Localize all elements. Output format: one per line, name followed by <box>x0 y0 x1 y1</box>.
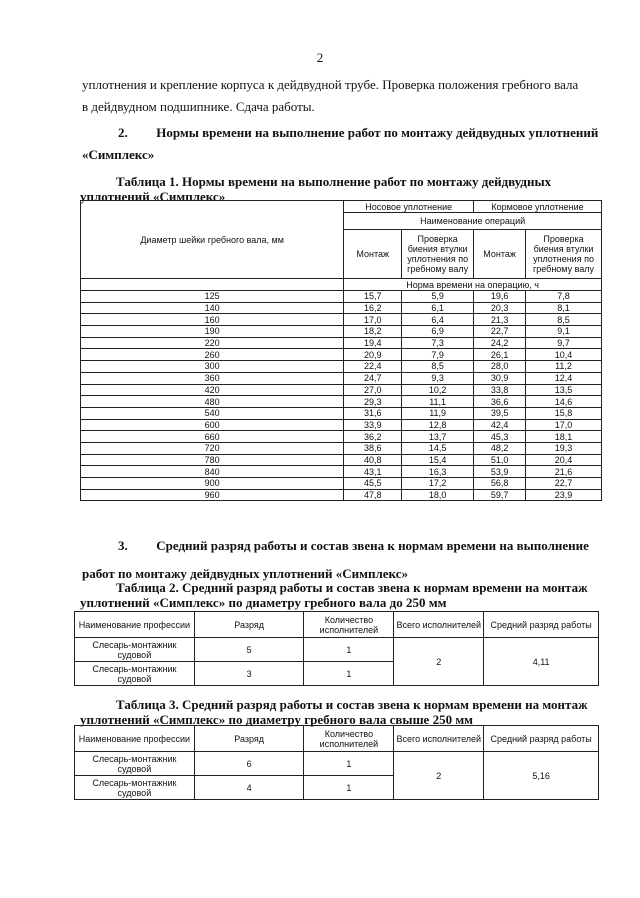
t2-row2-grade: 3 <box>194 662 304 686</box>
table-row <box>81 384 602 396</box>
table-row <box>81 349 602 361</box>
diameter-cell: 300 <box>81 361 344 373</box>
table-row <box>81 314 602 326</box>
mount-bow-cell: 31,6 <box>344 407 402 419</box>
mount-stern-cell: 36,6 <box>474 396 526 408</box>
mount-bow-cell: 24,7 <box>344 372 402 384</box>
section-2-line-2: «Симплекс» <box>82 147 155 162</box>
mount-stern-cell: 42,4 <box>474 419 526 431</box>
header-check-bow: Проверка биения втулки уплотнения по гребному валу <box>402 230 474 279</box>
mount-stern-cell: 28,0 <box>474 361 526 373</box>
mount-stern-cell: 21,3 <box>474 314 526 326</box>
check-bow-cell: 6,4 <box>402 314 474 326</box>
diameter-cell: 540 <box>81 407 344 419</box>
table-row <box>81 396 602 408</box>
mount-stern-cell: 22,7 <box>474 326 526 338</box>
table-2-title-line-2: уплотнений «Симплекс» по диаметру гребного вала до 250 мм <box>80 595 447 610</box>
table-row <box>81 337 602 349</box>
header-mount-stern: Монтаж <box>474 230 526 279</box>
check-bow-cell: 11,9 <box>402 407 474 419</box>
header-operations: Наименование операций <box>344 213 602 230</box>
crew-table-over-250 <box>74 725 599 800</box>
t3-header-count: Количество исполнителей <box>304 726 394 752</box>
mount-bow-cell: 18,2 <box>344 326 402 338</box>
table-row <box>81 454 602 466</box>
mount-stern-cell: 30,9 <box>474 372 526 384</box>
page-number: 2 <box>316 50 324 65</box>
diameter-cell: 900 <box>81 478 344 490</box>
t3-header-profession: Наименование профессии <box>75 726 195 752</box>
diameter-cell: 160 <box>81 314 344 326</box>
check-stern-cell: 7,8 <box>526 291 602 303</box>
t3-header-grade: Разряд <box>194 726 304 752</box>
table-1-title-line-1: Таблица 1. Нормы времени на выполнение работ по монтажу дейдвудных <box>116 174 552 189</box>
mount-stern-cell: 45,3 <box>474 431 526 443</box>
crew-table-up-to-250 <box>74 611 599 686</box>
table-3-title <box>80 697 602 727</box>
check-bow-cell: 10,2 <box>402 384 474 396</box>
check-bow-cell: 5,9 <box>402 291 474 303</box>
diameter-cell: 220 <box>81 337 344 349</box>
mount-bow-cell: 17,0 <box>344 314 402 326</box>
check-bow-cell: 13,7 <box>402 431 474 443</box>
intro-line-1: уплотнения и крепление корпуса к дейдвудной трубе. Проверка положения гребного вала <box>82 77 579 92</box>
diameter-cell: 480 <box>81 396 344 408</box>
table-2-title-line-1: Таблица 2. Средний разряд работы и состав звена к нормам времени на монтаж <box>116 580 588 595</box>
header-stern-seal: Кормовое уплотнение <box>474 201 602 213</box>
check-stern-cell: 9,7 <box>526 337 602 349</box>
t3-row2-profession: Слесарь-монтажник судовой <box>75 776 195 800</box>
t2-total: 2 <box>394 638 484 686</box>
diameter-cell: 190 <box>81 326 344 338</box>
check-stern-cell: 17,0 <box>526 419 602 431</box>
header-diameter: Диаметр шейки гребного вала, мм <box>81 201 344 279</box>
diameter-cell: 960 <box>81 489 344 501</box>
t3-row2-grade: 4 <box>194 776 304 800</box>
check-bow-cell: 9,3 <box>402 372 474 384</box>
check-stern-cell: 14,6 <box>526 396 602 408</box>
t3-avg-grade: 5,16 <box>484 752 599 800</box>
check-stern-cell: 8,1 <box>526 302 602 314</box>
check-bow-cell: 7,9 <box>402 349 474 361</box>
t2-header-grade: Разряд <box>194 612 304 638</box>
mount-stern-cell: 48,2 <box>474 442 526 454</box>
table-row <box>81 442 602 454</box>
mount-bow-cell: 27,0 <box>344 384 402 396</box>
check-bow-cell: 8,5 <box>402 361 474 373</box>
check-bow-cell: 7,3 <box>402 337 474 349</box>
intro-paragraph <box>82 74 602 118</box>
mount-bow-cell: 47,8 <box>344 489 402 501</box>
check-stern-cell: 20,4 <box>526 454 602 466</box>
mount-stern-cell: 19,6 <box>474 291 526 303</box>
t3-header-total: Всего исполнителей <box>394 726 484 752</box>
section-3-heading <box>82 535 602 585</box>
check-bow-cell: 17,2 <box>402 478 474 490</box>
check-stern-cell: 21,6 <box>526 466 602 478</box>
section-2-number: 2. <box>118 125 128 140</box>
table-row <box>75 752 599 776</box>
norms-table <box>80 200 602 501</box>
section-2-line-1 <box>82 122 602 144</box>
mount-bow-cell: 20,9 <box>344 349 402 361</box>
mount-bow-cell: 43,1 <box>344 466 402 478</box>
t2-header-total: Всего исполнителей <box>394 612 484 638</box>
section-3-line-2: работ по монтажу дейдвудных уплотнений «Симплекс» <box>82 566 408 581</box>
mount-bow-cell: 29,3 <box>344 396 402 408</box>
check-bow-cell: 15,4 <box>402 454 474 466</box>
table-row <box>81 478 602 490</box>
mount-bow-cell: 15,7 <box>344 291 402 303</box>
diameter-cell: 600 <box>81 419 344 431</box>
diameter-cell: 840 <box>81 466 344 478</box>
mount-stern-cell: 33,8 <box>474 384 526 396</box>
intro-line-2: в дейдвудном подшипнике. Сдача работы. <box>82 99 315 114</box>
diameter-cell: 660 <box>81 431 344 443</box>
mount-stern-cell: 59,7 <box>474 489 526 501</box>
check-stern-cell: 9,1 <box>526 326 602 338</box>
diameter-cell: 420 <box>81 384 344 396</box>
t2-row1-profession: Слесарь-монтажник судовой <box>75 638 195 662</box>
mount-stern-cell: 53,9 <box>474 466 526 478</box>
header-bow-seal: Носовое уплотнение <box>344 201 474 213</box>
check-stern-cell: 10,4 <box>526 349 602 361</box>
mount-stern-cell: 24,2 <box>474 337 526 349</box>
mount-bow-cell: 22,4 <box>344 361 402 373</box>
check-stern-cell: 22,7 <box>526 478 602 490</box>
table-row <box>81 466 602 478</box>
check-bow-cell: 16,3 <box>402 466 474 478</box>
table-row <box>81 291 602 303</box>
section-3-title: Средний разряд работы и состав звена к нормам времени на выполнение <box>156 538 589 553</box>
t3-row1-profession: Слесарь-монтажник судовой <box>75 752 195 776</box>
mount-stern-cell: 39,5 <box>474 407 526 419</box>
diameter-cell: 140 <box>81 302 344 314</box>
t2-row1-count: 1 <box>304 638 394 662</box>
mount-stern-cell: 51,0 <box>474 454 526 466</box>
mount-stern-cell: 20,3 <box>474 302 526 314</box>
check-stern-cell: 18,1 <box>526 431 602 443</box>
table-row <box>81 372 602 384</box>
t2-header-profession: Наименование профессии <box>75 612 195 638</box>
t2-header-count: Количество исполнителей <box>304 612 394 638</box>
header-blank <box>81 279 344 291</box>
t2-row2-profession: Слесарь-монтажник судовой <box>75 662 195 686</box>
section-2-title: Нормы времени на выполнение работ по монтажу дейдвудных уплотнений <box>156 125 599 140</box>
table-row <box>81 431 602 443</box>
header-time-norm: Норма времени на операцию, ч <box>344 279 602 291</box>
check-bow-cell: 11,1 <box>402 396 474 408</box>
check-bow-cell: 12,8 <box>402 419 474 431</box>
t3-row1-grade: 6 <box>194 752 304 776</box>
check-stern-cell: 13,5 <box>526 384 602 396</box>
mount-bow-cell: 45,5 <box>344 478 402 490</box>
section-3-number: 3. <box>118 538 128 553</box>
check-bow-cell: 18,0 <box>402 489 474 501</box>
table-3-title-line-2: уплотнений «Симплекс» по диаметру гребного вала свыше 250 мм <box>80 712 474 727</box>
check-stern-cell: 23,9 <box>526 489 602 501</box>
header-check-stern: Проверка биения втулки уплотнения по гребному валу <box>526 230 602 279</box>
table-3-title-line-1: Таблица 3. Средний разряд работы и состав звена к нормам времени на монтаж <box>116 697 588 712</box>
diameter-cell: 260 <box>81 349 344 361</box>
diameter-cell: 780 <box>81 454 344 466</box>
t3-header-avg-grade: Средний разряд работы <box>484 726 599 752</box>
mount-bow-cell: 40,8 <box>344 454 402 466</box>
t2-row2-count: 1 <box>304 662 394 686</box>
section-3-line-1 <box>82 535 602 557</box>
table-row <box>81 419 602 431</box>
table-row <box>81 326 602 338</box>
diameter-cell: 125 <box>81 291 344 303</box>
mount-stern-cell: 56,8 <box>474 478 526 490</box>
check-bow-cell: 6,9 <box>402 326 474 338</box>
check-stern-cell: 8,5 <box>526 314 602 326</box>
mount-bow-cell: 38,6 <box>344 442 402 454</box>
table-row <box>81 407 602 419</box>
mount-bow-cell: 16,2 <box>344 302 402 314</box>
diameter-cell: 720 <box>81 442 344 454</box>
t3-total: 2 <box>394 752 484 800</box>
check-stern-cell: 15,8 <box>526 407 602 419</box>
table-2-title <box>80 580 602 610</box>
table-row <box>81 302 602 314</box>
table-1-title-line-2: уплотнений «Симплекс» <box>80 189 226 204</box>
header-mount-bow: Монтаж <box>344 230 402 279</box>
table-row <box>81 489 602 501</box>
table-row <box>81 361 602 373</box>
check-stern-cell: 19,3 <box>526 442 602 454</box>
t2-header-avg-grade: Средний разряд работы <box>484 612 599 638</box>
t3-row2-count: 1 <box>304 776 394 800</box>
check-stern-cell: 12,4 <box>526 372 602 384</box>
section-2-heading <box>82 122 602 166</box>
check-stern-cell: 11,2 <box>526 361 602 373</box>
t2-avg-grade: 4,11 <box>484 638 599 686</box>
mount-bow-cell: 19,4 <box>344 337 402 349</box>
mount-bow-cell: 36,2 <box>344 431 402 443</box>
mount-stern-cell: 26,1 <box>474 349 526 361</box>
mount-bow-cell: 33,9 <box>344 419 402 431</box>
t2-row1-grade: 5 <box>194 638 304 662</box>
table-row <box>75 638 599 662</box>
diameter-cell: 360 <box>81 372 344 384</box>
check-bow-cell: 14,5 <box>402 442 474 454</box>
check-bow-cell: 6,1 <box>402 302 474 314</box>
t3-row1-count: 1 <box>304 752 394 776</box>
